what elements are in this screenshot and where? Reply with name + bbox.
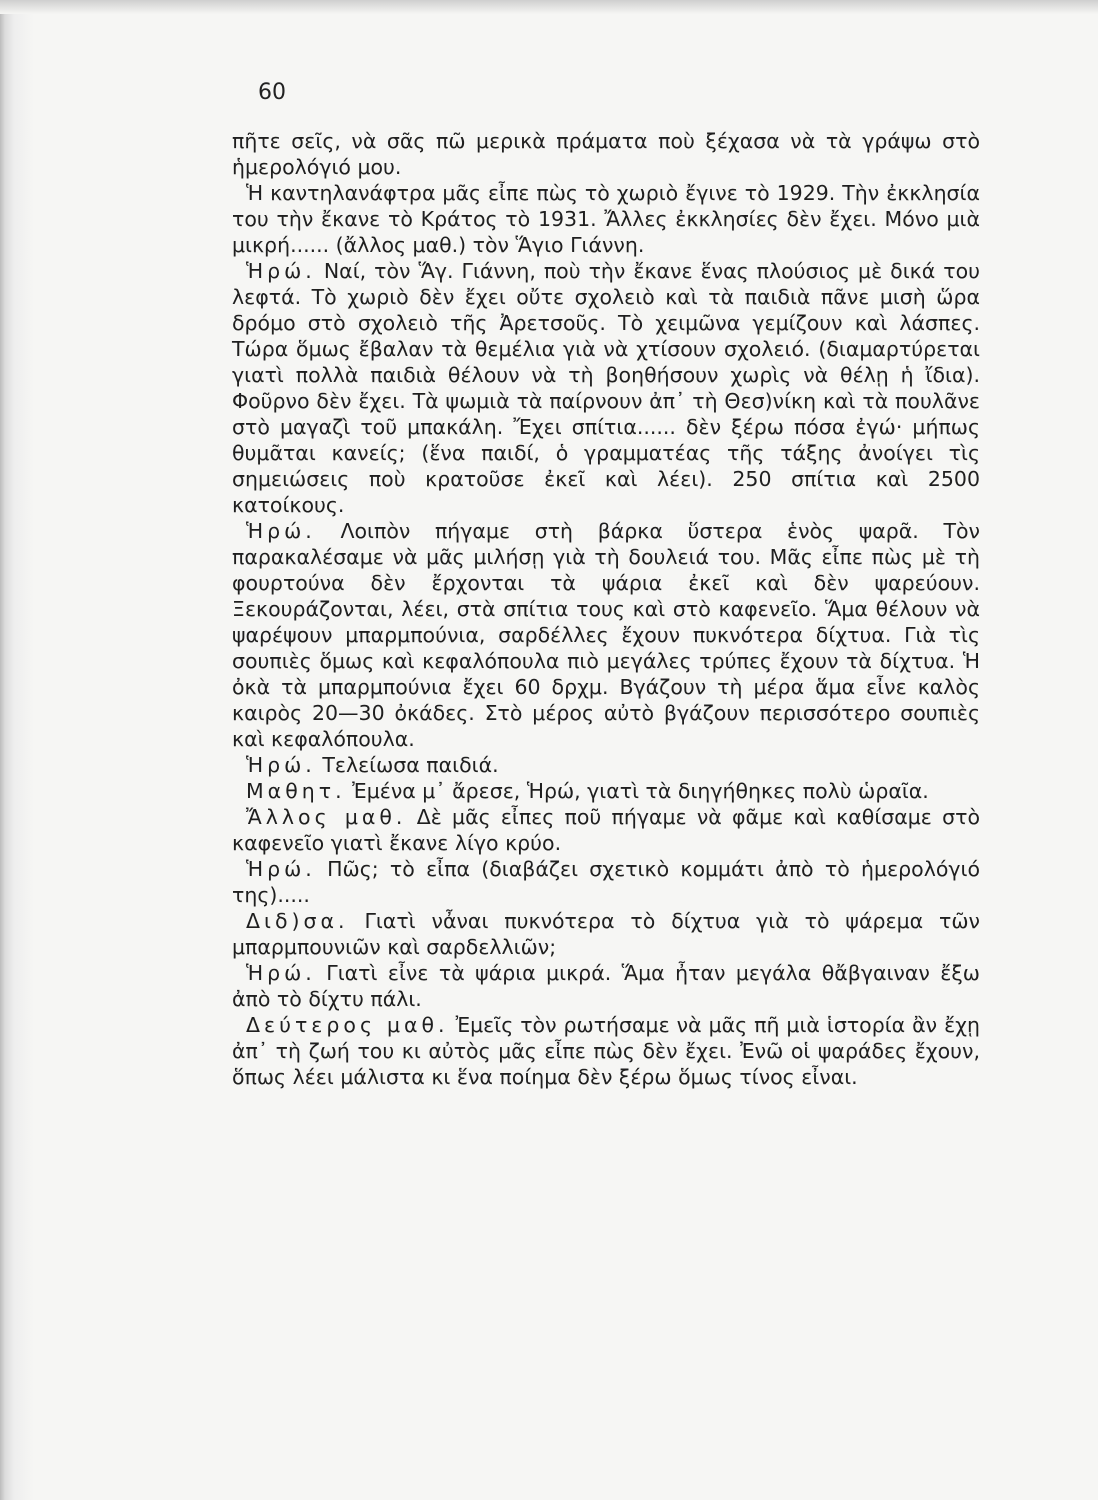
paragraph-text: πῆτε σεῖς, νὰ σᾶς πῶ μερικὰ πράματα ποὺ ξέχασα νὰ τὰ γράψω στὸ ἡμερολόγιό μου. xyxy=(232,129,980,179)
paragraph xyxy=(232,752,980,778)
paragraph xyxy=(232,856,980,908)
speaker-label: Ἡρώ. xyxy=(246,753,316,777)
paragraph-text: Πῶς; τὸ εἶπα (διαβάζει σχετικὸ κομμάτι ἀπὸ τὸ ἡμερολόγιό της)..... xyxy=(232,857,980,907)
page-body-text xyxy=(232,128,980,1090)
page-number: 60 xyxy=(258,80,286,105)
paragraph-text: Ἡ καντηλανάφτρα μᾶς εἶπε πὼς τὸ χωριὸ ἔγινε τὸ 1929. Τὴν ἐκκλησία του τὴν ἔκανε τὸ Κράτος τὸ 1931. Ἄλλες ἐκκλησίες δὲν ἔχει. Μόνο μιὰ μικρή...... (ἄλλος μαθ.) τὸν Ἅγιο Γιάννη. xyxy=(232,181,980,257)
paragraph xyxy=(232,804,980,856)
paragraph-text: Ἐμένα μ᾽ ἄρεσε, Ἡρώ, γιατὶ τὰ διηγήθηκες πολὺ ὡραῖα. xyxy=(352,779,929,803)
paragraph xyxy=(232,518,980,752)
paragraph xyxy=(232,960,980,1012)
paragraph xyxy=(232,778,980,804)
paragraph-text: Λοιπὸν πήγαμε στὴ βάρκα ὕστερα ἑνὸς ψαρᾶ. Τὸν παρακαλέσαμε νὰ μᾶς μιλήσῃ γιὰ τὴ δουλειά του. Μᾶς εἶπε πὼς μὲ τὴ φουρτούνα δὲν ἔρχονται τὰ ψάρια ἐκεῖ καὶ δὲν ψαρεύουν. Ξεκουράζονται, λέει, στὰ σπίτια τους καὶ στὸ καφενεῖο. Ἅμα θέλουν νὰ ψαρέψουν μπαρμπούνια, σαρδέλλες ἔχουν πυκνότερα δίχτυα. Γιὰ τὶς σουπιὲς ὅμως καὶ κεφαλόπουλα πιὸ μεγάλες τρύπες ἔχουν τὰ δίχτυα. Ἡ ὀκὰ τὰ μπαρμπούνια ἔχει 60 δρχμ. Βγάζουν τὴ μέρα ἅμα εἶνε καλὸς καιρὸς 20—30 ὀκάδες. Στὸ μέρος αὐτὸ βγάζουν περισσότερο σουπιὲς καὶ κεφαλόπουλα. xyxy=(232,519,980,751)
speaker-label: Διδ)σα. xyxy=(246,909,349,933)
speaker-label: Ἡρώ. xyxy=(246,519,316,543)
paragraph xyxy=(232,908,980,960)
paragraph-text: Ἐμεῖς τὸν ρωτήσαμε νὰ μᾶς πῆ μιὰ ἱστορία ἂν ἔχῃ ἀπ᾽ τὴ ζωή του κι αὐτὸς μᾶς εἶπε πὼς δὲν ἔχει. Ἐνῶ οἱ ψαράδες ἔχουν, ὅπως λέει μάλιστα κι ἕνα ποίημα δὲν ξέρω ὅμως τίνος εἶναι. xyxy=(232,1013,981,1089)
speaker-label: Μαθητ. xyxy=(246,779,346,803)
paragraph-text: Γιατὶ εἶνε τὰ ψάρια μικρά. Ἅμα ἦταν μεγάλα θἄβγαιναν ἔξω ἀπὸ τὸ δίχτυ πάλι. xyxy=(232,961,980,1011)
speaker-label: Ἡρώ. xyxy=(246,259,316,283)
speaker-label: Ἄλλος μαθ. xyxy=(246,805,407,829)
speaker-label: Ἡρώ. xyxy=(246,857,316,881)
paragraph-text: Δὲ μᾶς εἶπες ποῦ πήγαμε νὰ φᾶμε καὶ καθίσαμε στὸ καφενεῖο γιατὶ ἔκανε λίγο κρύο. xyxy=(232,805,980,855)
paragraph xyxy=(232,180,980,258)
speaker-label: Δεύτερος μαθ. xyxy=(246,1013,449,1037)
paragraph-text: Ναί, τὸν Ἅγ. Γιάννη, ποὺ τὴν ἔκανε ἕνας πλούσιος μὲ δικά του λεφτά. Τὸ χωριὸ δὲν ἔχει οὔτε σχολειὸ καὶ τὰ παιδιὰ πᾶνε μισὴ ὥρα δρόμο στὸ σχολειὸ τῆς Ἀρετσοῦς. Τὸ χειμῶνα γεμίζουν καὶ λάσπες. Τώρα ὅμως ἔβαλαν τὰ θεμέλια γιὰ νὰ χτίσουν σχολειό. (διαμαρτύρεται γιατὶ πολλὰ παιδιὰ θέλουν νὰ τὴ βοηθήσουν χωρὶς νὰ θέλῃ ἡ ἴδια). Φοῦρνο δὲν ἔχει. Τὰ ψωμιὰ τὰ παίρνουν ἀπ᾽ τὴ Θεσ)νίκη καὶ τὰ πουλᾶνε στὸ μαγαζὶ τοῦ μπακάλη. Ἔχει σπίτια...... δὲν ξέρω πόσα ἐγώ· μήπως θυμᾶται κανείς; (ἕνα παιδί, ὁ γραμματέας τῆς τάξης ἀνοίγει τὶς σημειώσεις ποὺ κρατοῦσε ἐκεῖ καὶ λέει). 250 σπίτια καὶ 2500 κατοίκους. xyxy=(232,259,980,517)
paragraph xyxy=(232,258,980,518)
paragraph-text: Γιατὶ νἆναι πυκνότερα τὸ δίχτυα γιὰ τὸ ψάρεμα τῶν μπαρμπουνιῶν καὶ σαρδελλιῶν; xyxy=(232,909,980,959)
paragraph-text: Τελείωσα παιδιά. xyxy=(322,753,499,777)
speaker-label: Ἡρώ. xyxy=(246,961,316,985)
paragraph xyxy=(232,1012,980,1090)
paragraph xyxy=(232,128,980,180)
